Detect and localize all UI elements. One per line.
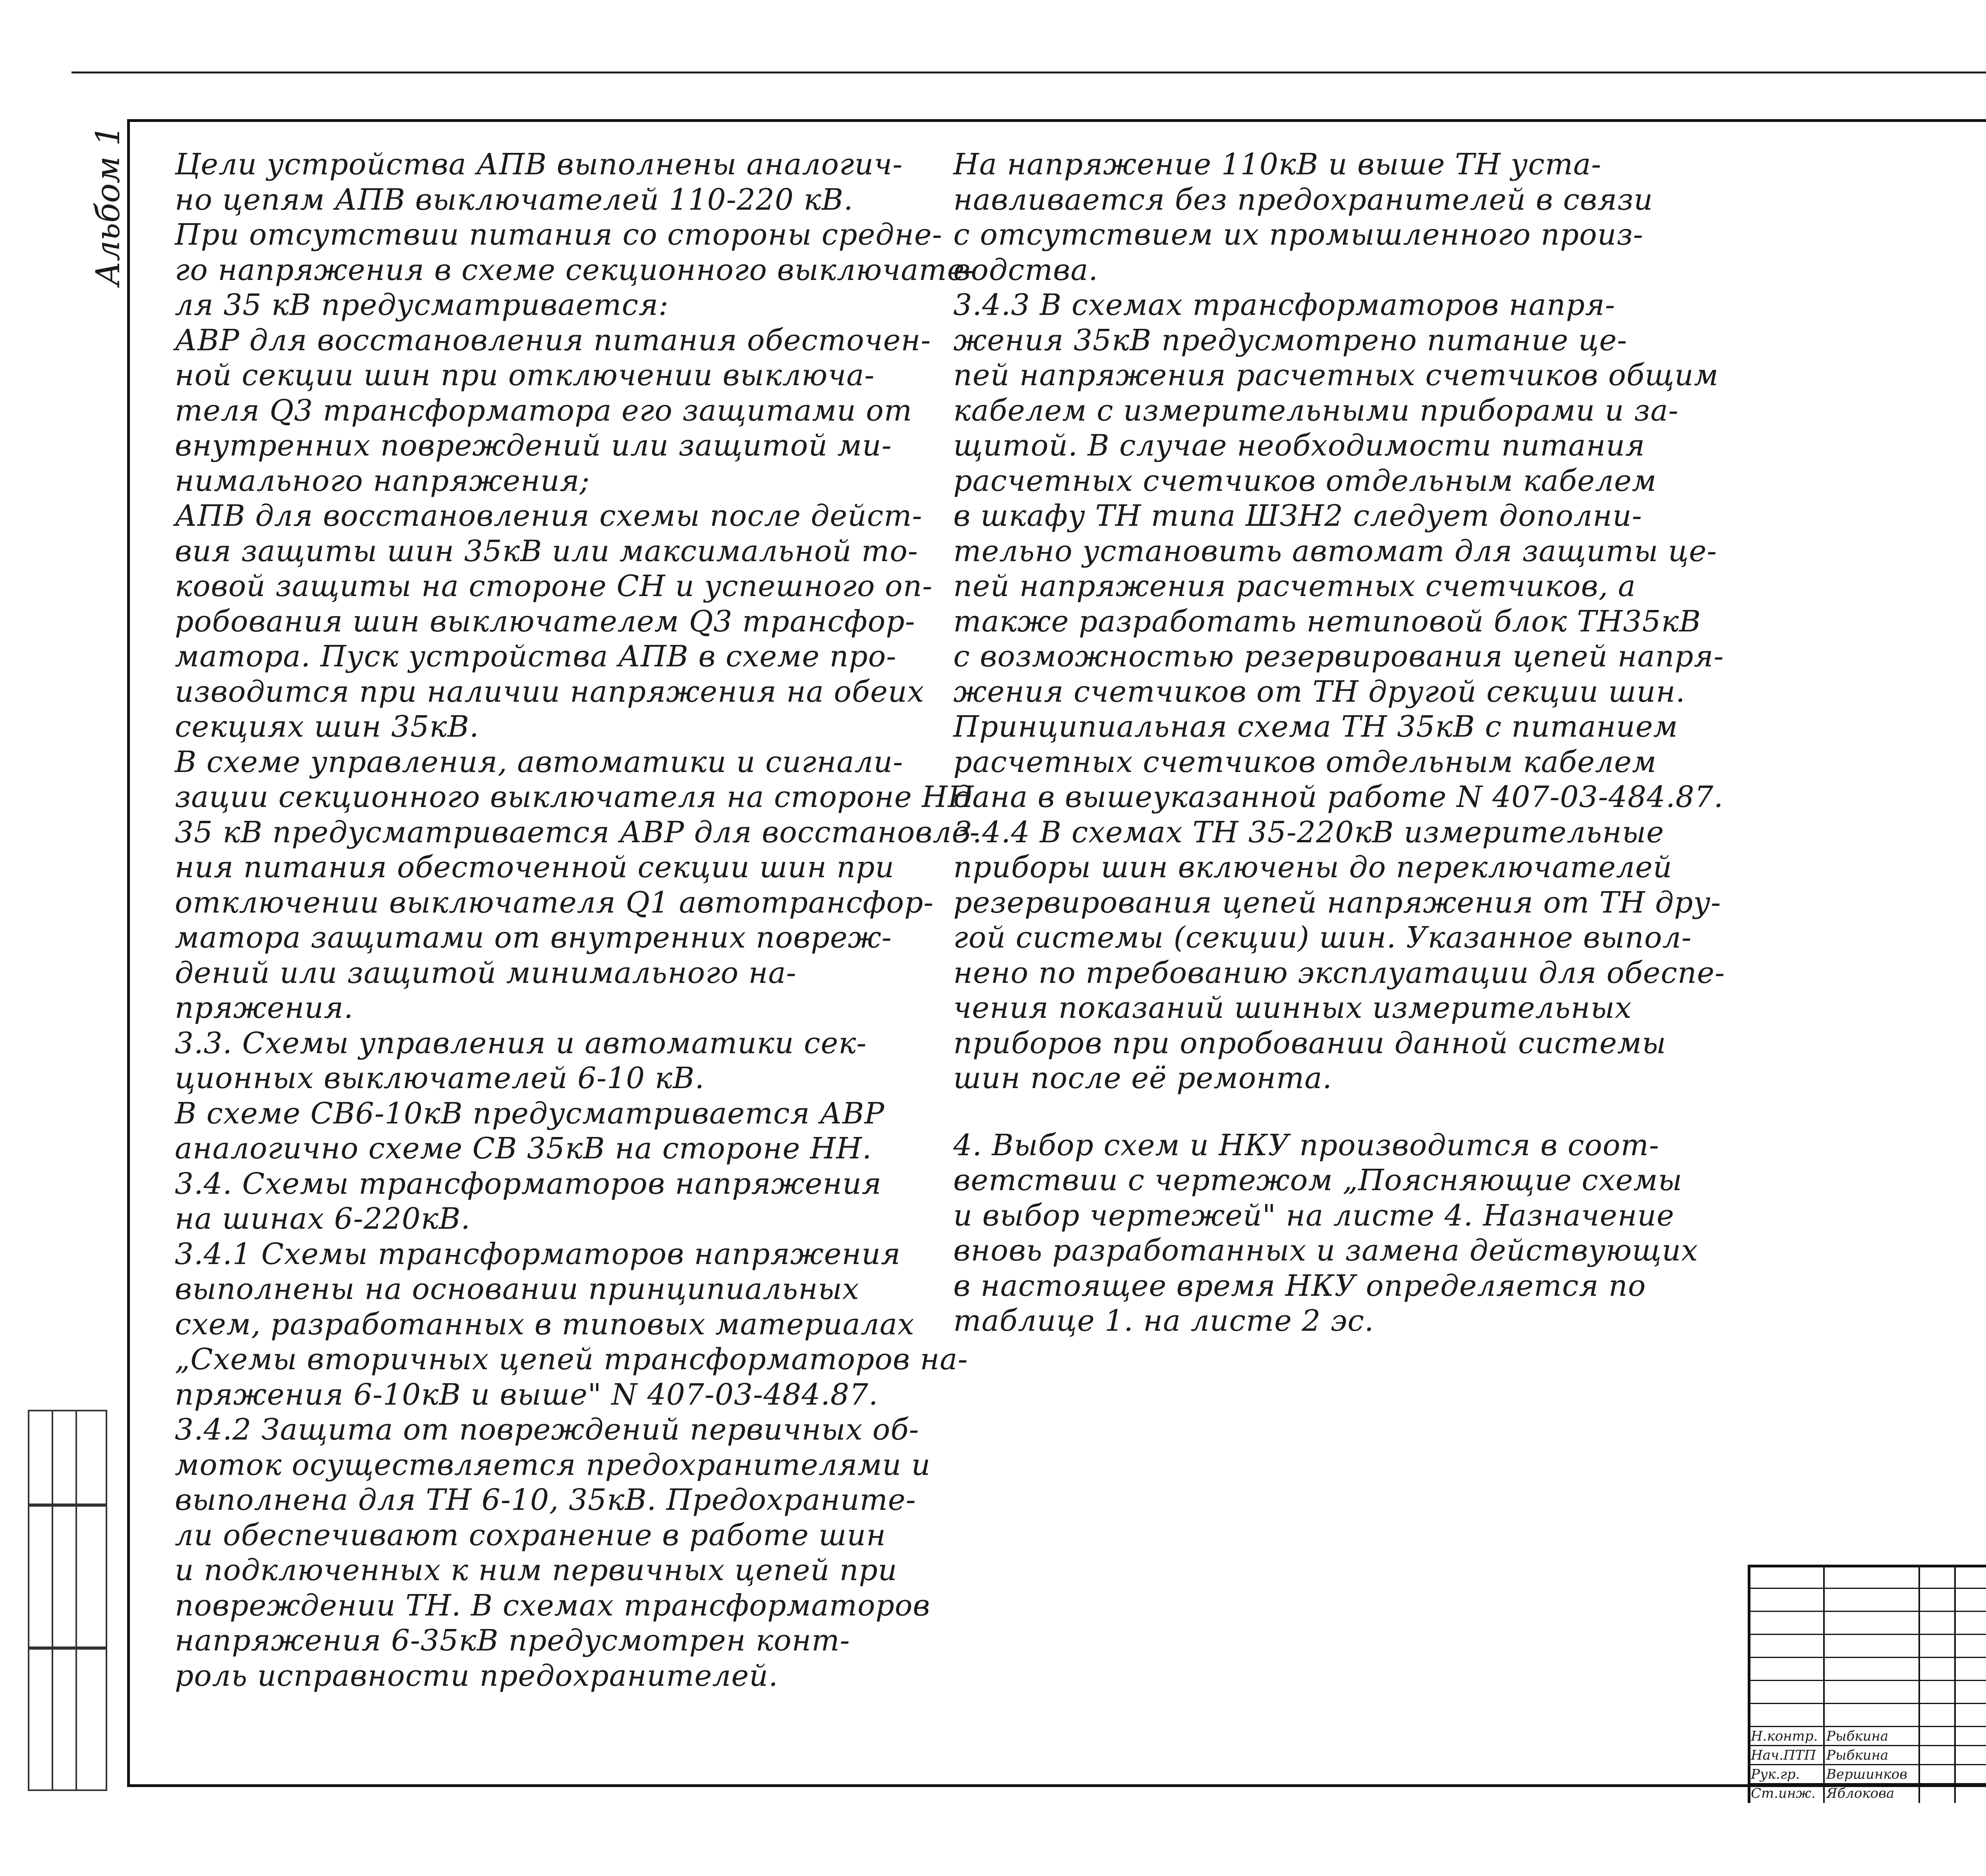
- text-line: ковой защиты на стороне СН и успешного оп-: [175, 569, 933, 603]
- text-line: жения счетчиков от ТН другой секции шин.: [953, 674, 1686, 709]
- text-line: пей напряжения расчетных счетчиков, а: [953, 569, 1636, 603]
- right-text-column: [953, 147, 1728, 1339]
- text-line: 4. Выбор схем и НКУ производится в соот-: [953, 1128, 1660, 1162]
- signature-name: Рыбкина: [1826, 1728, 1889, 1744]
- text-line: с возможностью резервирования цепей напря-: [953, 639, 1724, 674]
- side-stamp-strip: [28, 1410, 107, 1791]
- text-line: пряжения 6-10кВ и выше" N 407-03-484.87.: [175, 1377, 879, 1412]
- text-line: вновь разработанных и замена действующих: [953, 1233, 1698, 1268]
- text-line: с отсутствием их промышленного произ-: [953, 218, 1644, 252]
- text-line: жения 35кВ предусмотрено питание це-: [953, 323, 1627, 357]
- text-line: гой системы (секции) шин. Указанное выпол-: [953, 921, 1692, 955]
- text-line: выполнена для ТН 6-10, 35кВ. Предохраните-: [175, 1483, 916, 1517]
- text-line: водства.: [953, 253, 1098, 287]
- signature-name: Вершинков: [1826, 1766, 1907, 1782]
- paragraph-gap: [953, 1096, 1728, 1128]
- text-line: ли обеспечивают сохранение в работе шин: [175, 1518, 886, 1552]
- text-line: матора. Пуск устройства АПВ в схеме про-: [175, 639, 897, 674]
- text-line: повреждении ТН. В схемах трансформаторов: [175, 1588, 931, 1623]
- text-line: пей напряжения расчетных счетчиков общим: [953, 358, 1719, 392]
- text-line: АВР для восстановления питания обесточен-: [175, 323, 931, 357]
- text-line: матора защитами от внутренних повреж-: [175, 921, 892, 955]
- text-line: ной секции шин при отключении выключа-: [175, 358, 875, 392]
- text-line: На напряжение 110кВ и выше ТН уста-: [953, 147, 1602, 181]
- text-line: щитой. В случае необходимости питания: [953, 428, 1645, 463]
- text-line: нимального напряжения;: [175, 463, 590, 498]
- text-line: изводится при наличии напряжения на обеих: [175, 674, 925, 709]
- signature-role: Нач.ПТП: [1751, 1747, 1816, 1763]
- text-line: АПВ для восстановления схемы после дейст-: [175, 499, 923, 533]
- text-line: 35 кВ предусматривается АВР для восстановле-: [175, 815, 980, 849]
- text-line: 3.4.3 В схемах трансформаторов напря-: [953, 288, 1615, 322]
- text-line: секциях шин 35кВ.: [175, 710, 479, 744]
- album-label: Альбом 1: [89, 125, 127, 286]
- text-line: При отсутствии питания со стороны средне-: [175, 218, 943, 252]
- text-line: расчетных счетчиков отдельным кабелем: [953, 463, 1657, 498]
- text-line: отключении выключателя Q1 автотрансфор-: [175, 885, 934, 920]
- signature-name: Рыбкина: [1826, 1747, 1889, 1763]
- text-line: в настоящее время НКУ определяется по: [953, 1268, 1646, 1303]
- text-line: в шкафу ТН типа ШЗН2 следует дополни-: [953, 499, 1642, 533]
- text-line: дана в вышеуказанной работе N 407-03-484.87.: [953, 780, 1723, 814]
- signature-role: Ст.инж.: [1751, 1785, 1816, 1801]
- text-line: аналогично схеме СВ 35кВ на стороне НН.: [175, 1131, 872, 1166]
- text-line: схем, разработанных в типовых материалах: [175, 1307, 915, 1341]
- text-line: также разработать нетиповой блок ТН35кВ: [953, 604, 1701, 639]
- text-line: приборов при опробовании данной системы: [953, 1026, 1667, 1060]
- text-line: моток осуществляется предохранителями и: [175, 1448, 931, 1482]
- signature-name: Яблокова: [1826, 1785, 1895, 1801]
- signature-role: Н.контр.: [1751, 1728, 1818, 1744]
- text-line: тельно установить автомат для защиты це-: [953, 534, 1717, 568]
- text-line: В схеме управления, автоматики и сигнали-: [175, 745, 903, 779]
- text-line: резервирования цепей напряжения от ТН дру-: [953, 885, 1721, 920]
- text-line: Цели устройства АПВ выполнены аналогич-: [175, 147, 903, 181]
- text-line: зации секционного выключателя на стороне НН: [175, 780, 974, 814]
- text-line: ния питания обесточенной секции шин при: [175, 850, 894, 884]
- text-line: кабелем с измерительными приборами и за-: [953, 393, 1679, 428]
- text-line: дений или защитой минимального на-: [175, 955, 797, 990]
- text-line: роль исправности предохранителей.: [175, 1658, 779, 1693]
- text-line: Принципиальная схема ТН 35кВ с питанием: [953, 710, 1678, 744]
- text-line: 3.4. Схемы трансформаторов напряжения: [175, 1166, 882, 1201]
- text-line: ветствии с чертежом „Поясняющие схемы: [953, 1163, 1683, 1197]
- text-line: выполнены на основании принципиальных: [175, 1272, 860, 1306]
- text-line: расчетных счетчиков отдельным кабелем: [953, 745, 1657, 779]
- top-border-line: [71, 71, 1986, 73]
- text-line: 3.4.4 В схемах ТН 35-220кВ измерительные: [953, 815, 1664, 849]
- text-line: теля Q3 трансформатора его защитами от: [175, 393, 912, 428]
- text-line: пряжения.: [175, 991, 354, 1025]
- text-line: шин после её ремонта.: [953, 1061, 1332, 1095]
- text-line: ционных выключателей 6-10 кВ.: [175, 1061, 705, 1095]
- text-line: и выбор чертежей" на листе 4. Назначение: [953, 1198, 1675, 1233]
- text-line: нено по требованию эксплуатации для обеспе-: [953, 955, 1725, 990]
- signature-role: Рук.гр.: [1751, 1766, 1800, 1782]
- title-block: [1748, 1565, 1986, 1803]
- left-text-column: [175, 147, 980, 1693]
- text-line: и подключенных к ним первичных цепей при: [175, 1553, 898, 1587]
- text-line: 3.4.1 Схемы трансформаторов напряжения: [175, 1237, 901, 1271]
- text-line: го напряжения в схеме секционного выключате-: [175, 253, 976, 287]
- text-line: вия защиты шин 35кВ или максимальной то-: [175, 534, 918, 568]
- text-line: чения показаний шинных измерительных: [953, 991, 1632, 1025]
- text-line: приборы шин включены до переключателей: [953, 850, 1673, 884]
- text-line: робования шин выключателем Q3 трансфор-: [175, 604, 916, 639]
- text-line: но цепям АПВ выключателей 110-220 кВ.: [175, 182, 854, 217]
- text-line: 3.3. Схемы управления и автоматики сек-: [175, 1026, 867, 1060]
- text-line: на шинах 6-220кВ.: [175, 1202, 471, 1236]
- text-line: навливается без предохранителей в связи: [953, 182, 1653, 217]
- text-line: „Схемы вторичных цепей трансформаторов на-: [175, 1342, 968, 1376]
- text-line: 3.4.2 Защита от повреждений первичных об-: [175, 1413, 920, 1447]
- text-line: напряжения 6-35кВ предусмотрен конт-: [175, 1623, 850, 1658]
- text-line: таблице 1. на листе 2 эс.: [953, 1304, 1374, 1338]
- text-line: ля 35 кВ предусматривается:: [175, 288, 669, 322]
- text-line: внутренних повреждений или защитой ми-: [175, 428, 892, 463]
- text-line: В схеме СВ6-10кВ предусматривается АВР: [175, 1096, 885, 1131]
